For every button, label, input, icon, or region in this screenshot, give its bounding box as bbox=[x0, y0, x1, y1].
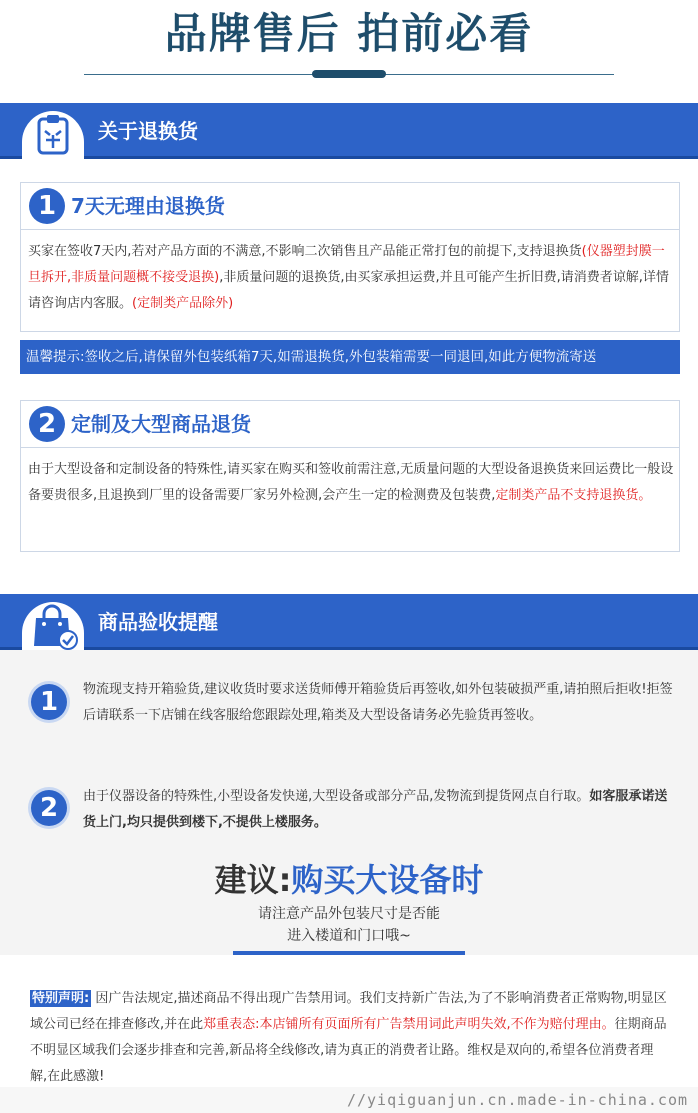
clipboard-icon bbox=[22, 111, 84, 159]
body-text: ,非质量问题的退换货,由买家承担运费,并且可能产生折旧费,请消费者谅解,详情请咨询店内客服。 bbox=[28, 270, 669, 311]
section-banner-returns bbox=[0, 103, 698, 159]
special-statement bbox=[30, 986, 670, 1090]
custom-goods-card bbox=[20, 400, 680, 552]
banner-icon-badge bbox=[22, 111, 84, 159]
watermark-strip bbox=[0, 1087, 698, 1113]
section-title: 关于退换货 bbox=[98, 119, 198, 143]
suggestion-note-line2: 进入楼道和门口哦~ bbox=[287, 928, 411, 944]
suggestion-note-line1: 请注意产品外包装尺寸是否能 bbox=[258, 906, 440, 922]
tip-banner: 温馨提示:签收之后,请保留外包装纸箱7天,如需退换货,外包装箱需要一同退回,如此方便物流寄送 bbox=[20, 340, 680, 374]
title-accent-bar bbox=[312, 70, 386, 78]
suggestion-underline bbox=[233, 951, 465, 955]
exception-text: (定制类产品除外) bbox=[132, 296, 234, 311]
body-text: 因广告法规定,描述商品不得出现广告禁用词。我们支持新广告法,为了不影响消费者正常购物,明显区域公司已经在排查修改,并在此 bbox=[30, 991, 667, 1032]
suggestion-label: 建议: bbox=[214, 861, 292, 899]
section-banner-inspection bbox=[0, 594, 698, 650]
card-title: 7天无理由退换货 bbox=[71, 194, 225, 218]
inspection-item-2 bbox=[83, 784, 678, 836]
suggestion-heading bbox=[0, 858, 698, 902]
warning-text: 郑重表态:本店铺所有页面所有广告禁用词此声明失效,不作为赔付理由。 bbox=[203, 1017, 615, 1032]
page-title: 品牌售后 拍前必看 bbox=[164, 9, 534, 58]
card-header bbox=[21, 183, 679, 230]
number-badge: 1 bbox=[29, 188, 65, 224]
section-title: 商品验收提醒 bbox=[98, 610, 218, 634]
body-text: 由于仪器设备的特殊性,小型设备发快递,大型设备或部分产品,发物流到提货网点自行取。 bbox=[83, 789, 590, 804]
shopping-bag-check-icon bbox=[22, 602, 84, 650]
return-policy-card bbox=[20, 182, 680, 332]
inspection-item-1: 物流现支持开箱验货,建议收货时要求送货师傅开箱验货后再签收,如外包装破损严重,请拍照后拒收!拒签后请联系一下店铺在线客服给您跟踪处理,箱类及大型设备请务必先验货再签收。 bbox=[83, 682, 673, 723]
number-badge: 2 bbox=[29, 406, 65, 442]
watermark-text: //yiqiguanjun.cn.made-in-china.com bbox=[346, 1091, 688, 1109]
body-text: 买家在签收7天内,若对产品方面的不满意,不影响二次销售且产品能正常打包的前提下,支持退换货 bbox=[28, 244, 582, 259]
card-body bbox=[28, 457, 676, 509]
warning-text: (仪器塑封膜一旦拆开,非质量问题概不接受退换) bbox=[28, 244, 665, 285]
body-text: 由于大型设备和定制设备的特殊性,请买家在购买和签收前需注意,无质量问题的大型设备退换货来回运费比一般设备要贵很多,且退换到厂里的设备需要厂家另外检测,会产生一定的检测费及包装费, bbox=[28, 462, 674, 503]
suggestion-highlight: 购买大设备时 bbox=[291, 861, 484, 899]
statement-tag: 特别声明: bbox=[32, 991, 90, 1006]
warning-text: 定制类产品不支持退换货。 bbox=[495, 488, 652, 503]
body-text: 往期商品不明显区域我们会逐步排查和完善,新品将全线修改,请为真正的消费者让路。维权是双向的,希望各位消费者理解,在此感激! bbox=[30, 1017, 667, 1084]
banner-icon-badge bbox=[22, 602, 84, 650]
card-body bbox=[28, 239, 676, 317]
emphasis-text: 如客服承诺送货上门,均只提供到楼下,不提供上楼服务。 bbox=[83, 789, 668, 830]
number-badge: 2 bbox=[31, 790, 67, 826]
card-title: 定制及大型商品退货 bbox=[71, 412, 251, 436]
card-header bbox=[21, 401, 679, 448]
number-badge: 1 bbox=[31, 684, 67, 720]
